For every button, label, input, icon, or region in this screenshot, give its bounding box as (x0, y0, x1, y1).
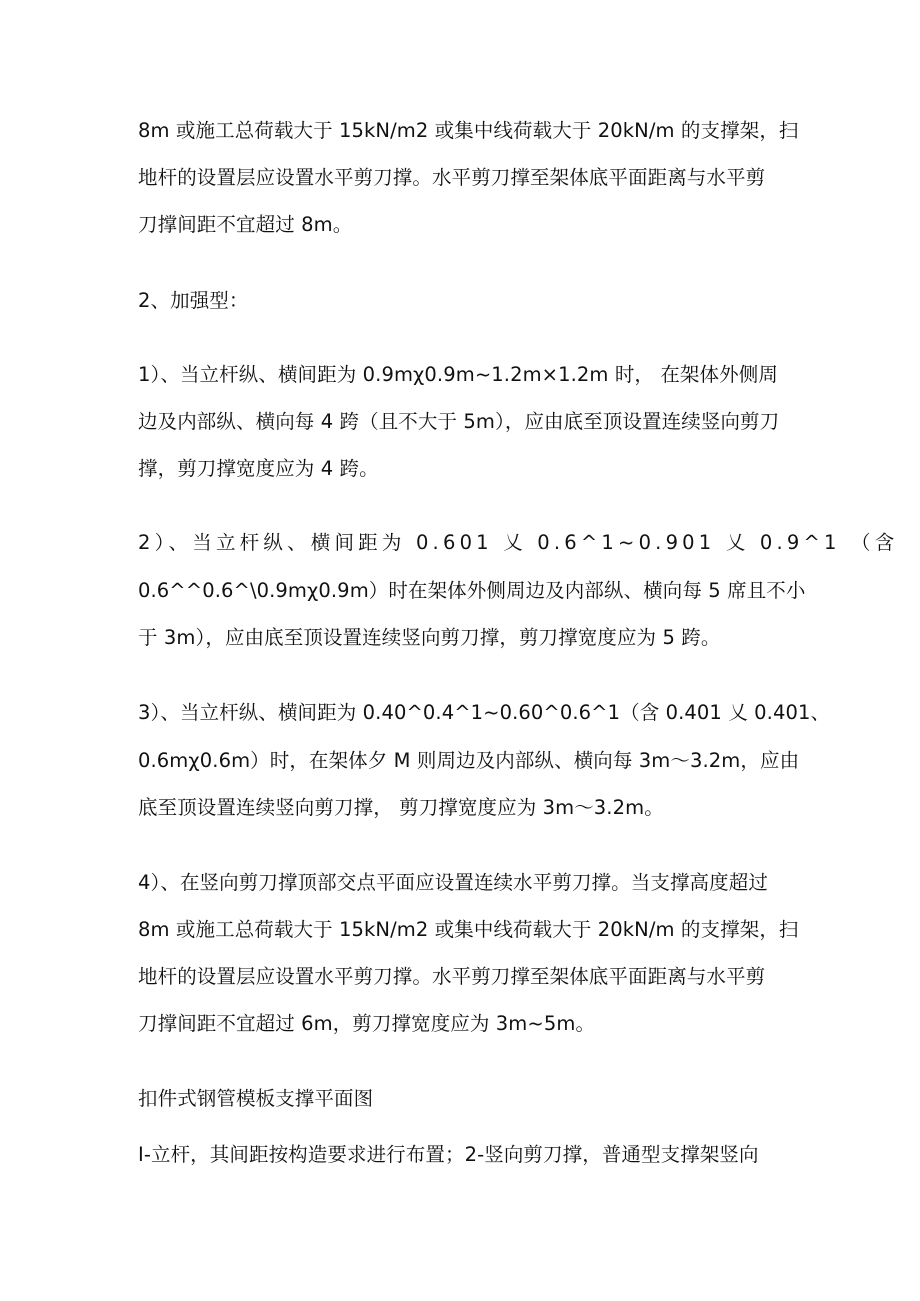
paragraph-line: 2）、当立杆纵、横间距为 0.601 乂 0.6^1~0.901 乂 0.9^1 （含 (138, 531, 899, 554)
paragraph-line: 地杆的设置层应设置水平剪刀撑。水平剪刀撑至架体底平面距离与水平剪 (138, 965, 766, 988)
paragraph-line: 地杆的设置层应设置水平剪刀撑。水平剪刀撑至架体底平面距离与水平剪 (138, 166, 766, 189)
section-heading: 2、加强型： (138, 289, 249, 312)
paragraph-line: 1）、当立杆纵、横间距为 0.9mχ0.9m~1.2m×1.2m 时， 在架体外侧周 (138, 363, 778, 386)
paragraph-line: 刀撑间距不宜超过 8m。 (138, 213, 353, 236)
paragraph-line: 边及内部纵、横向每 4 跨（且不大于 5m），应由底至顶设置连续竖向剪刀 (138, 410, 780, 433)
paragraph-line: 底至顶设置连续竖向剪刀撑， 剪刀撑宽度应为 3m～3.2m。 (138, 796, 664, 819)
paragraph-line: 于 3m），应由底至顶设置连续竖向剪刀撑，剪刀撑宽度应为 5 跨。 (138, 626, 721, 649)
paragraph-line: 8m 或施工总荷载大于 15kN/m2 或集中线荷载大于 20kN/m 的支撑架，扫 (138, 918, 799, 941)
paragraph-line: 3）、当立杆纵、横间距为 0.40^0.4^1~0.60^0.6^1（含 0.401 乂 0.401、 (138, 701, 831, 724)
paragraph-line: 撑，剪刀撑宽度应为 4 跨。 (138, 457, 379, 480)
paragraph-line: 刀撑间距不宜超过 6m，剪刀撑宽度应为 3m~5m。 (138, 1012, 596, 1035)
figure-legend-line: I-立杆，其间距按构造要求进行布置；2-竖向剪刀撑，普通型支撑架竖向 (138, 1143, 759, 1166)
paragraph-line: 4）、在竖向剪刀撑顶部交点平面应设置连续水平剪刀撑。当支撑高度超过 (138, 871, 768, 894)
figure-title: 扣件式钢管模板支撑平面图 (138, 1087, 374, 1110)
paragraph-line: 8m 或施工总荷载大于 15kN/m2 或集中线荷载大于 20kN/m 的支撑架，扫 (138, 119, 799, 142)
paragraph-line: 0.6mχ0.6m）时，在架体夕 M 则周边及内部纵、横向每 3m～3.2m，应由 (138, 749, 800, 772)
paragraph-line: 0.6^^0.6^\0.9mχ0.9m）时在架体外侧周边及内部纵、横向每 5 席且不小 (138, 579, 806, 602)
